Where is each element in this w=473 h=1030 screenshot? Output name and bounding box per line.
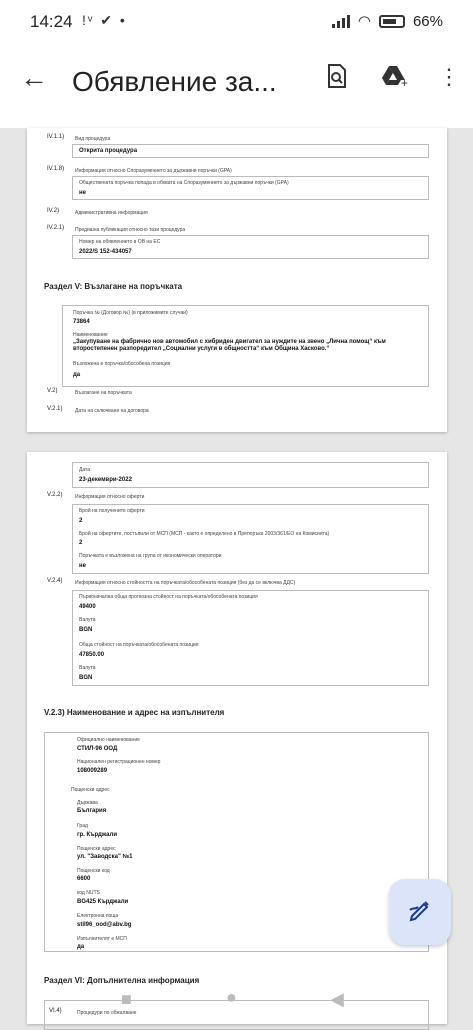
total-value: 47850.00 xyxy=(79,652,105,658)
iv21-box xyxy=(72,235,429,259)
battery-icon xyxy=(379,15,405,28)
official-value: СТИЛ-96 ООД xyxy=(77,746,118,752)
document-page-2 xyxy=(27,452,447,1024)
city-value: гр. Кърджали xyxy=(77,832,118,838)
iv18-label: Информация относно Споразумението за държавни поръчки (GPA) xyxy=(75,168,232,174)
offers-label: Брой на получените оферти xyxy=(79,508,145,514)
contractor-box xyxy=(44,732,429,952)
battery-level: 66% xyxy=(412,12,443,30)
date-value: 23-декември-2022 xyxy=(79,477,132,483)
awarded-value: да xyxy=(73,372,81,378)
iv21-sub-label: Номер на обявлението в ОВ на ЕС xyxy=(79,239,161,245)
v22-label: Информация относно оферти xyxy=(75,494,145,500)
system-nav-bar xyxy=(0,985,473,1024)
awarded-label: Възложена е поръчка/обособена позиция xyxy=(73,361,171,367)
status-bar xyxy=(0,0,473,44)
msp-value: да xyxy=(77,944,85,950)
city-label: Град xyxy=(77,823,88,829)
iv11-value: Открита процедура xyxy=(79,148,138,154)
offers-box xyxy=(72,504,429,574)
nuts-value: BG425 Кърджали xyxy=(77,899,129,905)
home-icon[interactable]: ● xyxy=(226,987,237,1007)
postal-label: Пощенски адрес xyxy=(71,787,110,793)
signal-icon xyxy=(332,14,350,28)
page-title: Обявление за... xyxy=(72,66,277,97)
zip-value: 6600 xyxy=(77,876,91,882)
contract-label: Поръчка № (Договор №) (в приложимите случаи) xyxy=(73,310,188,316)
section-6-heading: Раздел VI: Допълнителна информация xyxy=(44,976,200,985)
date-label: Дата xyxy=(79,467,91,473)
back-nav-icon[interactable]: ◀ xyxy=(330,989,344,1009)
contract-box xyxy=(62,305,429,387)
v22-code: V.2.2) xyxy=(47,492,63,498)
group-label: Поръчката е възложена на група от икономически оператори xyxy=(79,553,222,559)
cur1-label: Валута xyxy=(79,617,96,623)
pen-edit-icon xyxy=(407,896,433,929)
iv18-sub-label: Обществената поръчка попада в обхвата на Споразумението за държавни поръчки (GPA) xyxy=(79,180,289,186)
init-label: Първоначална обща прогнозна стойност на поръчката/обособената позиция xyxy=(79,594,258,600)
iv11-box xyxy=(72,144,429,158)
country-value: България xyxy=(77,808,107,814)
zip-label: Пощенски код xyxy=(77,868,110,874)
offers-value: 2 xyxy=(79,518,83,524)
cur2-label: Валута xyxy=(79,665,96,671)
sme-label: Брой на офертите, постъпили от МСП (МСП - както е определено в Препоръка 2003/361/ЕО на Комисията) xyxy=(79,531,330,537)
email-value: stil96_ood@abv.bg xyxy=(77,922,132,928)
document-page-1 xyxy=(27,128,447,432)
vi4-label: Процедури по обжалване xyxy=(77,1010,137,1016)
country-label: Държава xyxy=(77,800,98,806)
addr-label: Пощенски адрес xyxy=(77,846,116,852)
addr-value: ул. "Заводска" №1 xyxy=(77,854,133,860)
back-arrow-icon[interactable]: ← xyxy=(20,62,48,93)
v21-code: V.2.1) xyxy=(47,406,63,412)
drive-add-icon[interactable] xyxy=(381,64,409,94)
reg-label: Национален регистрационен номер xyxy=(77,759,161,765)
iv21-code: IV.2.1) xyxy=(47,225,65,231)
vi4-code: VI.4) xyxy=(49,1008,62,1014)
nuts-label: код NUTS xyxy=(77,890,100,896)
status-time: 14:24 xyxy=(30,12,73,31)
section-5-heading: Раздел V: Възлагане на поръчката xyxy=(44,282,183,291)
v21-label: Дата на сключване на договора xyxy=(75,408,149,414)
value-box xyxy=(72,590,429,686)
svg-text:+: + xyxy=(401,76,409,88)
notification-icons: !ᵛ ✔ • xyxy=(82,12,127,28)
iv2-label: Административна информация xyxy=(75,210,148,216)
group-value: не xyxy=(79,563,86,569)
cur2-value: BGN xyxy=(79,675,93,681)
iv11-label: Вид процедура xyxy=(75,136,111,142)
v24-label: Информация относно стойността на поръчката/обособената позиция (без да се включва ДДС) xyxy=(75,580,296,586)
init-value: 49400 xyxy=(79,604,96,610)
date-box xyxy=(72,462,429,488)
recents-icon[interactable]: ■ xyxy=(121,989,132,1009)
status-right xyxy=(332,12,443,30)
cur1-value: BGN xyxy=(79,627,93,633)
iv11-code: IV.1.1) xyxy=(47,134,65,140)
name-value: „Закупуване на фабрично нов автомобил с хибриден двигател за нуждите на звено „Лична помощ“ към второстепенен разпоредител „Социални услуги в общността“ към Община Хасково.“ xyxy=(73,339,386,352)
sme-value: 2 xyxy=(79,540,83,546)
reg-value: 108009289 xyxy=(77,768,108,774)
total-label: Обща стойност на поръчката/обособената позиция xyxy=(79,642,199,648)
iv21-label: Предишна публикация относно тази процедура xyxy=(75,227,186,233)
iv18-value: не xyxy=(79,190,86,196)
name-label: Наименование xyxy=(73,332,108,338)
official-label: Официално наименование xyxy=(77,737,140,743)
iv18-code: IV.1.8) xyxy=(47,166,65,172)
app-bar xyxy=(0,44,473,128)
v2-label: Възлагане на поръчката xyxy=(75,390,132,396)
edit-fab[interactable] xyxy=(389,879,451,945)
wifi-icon: ◠ xyxy=(357,13,371,30)
more-vert-icon[interactable]: ⋮ xyxy=(438,64,460,89)
iv2-code: IV.2) xyxy=(47,208,60,214)
msp-label: Изпълнителят е МСП xyxy=(77,936,127,942)
iv18-box xyxy=(72,176,429,200)
email-label: Електронна поща xyxy=(77,913,119,919)
iv21-value: 2022/S 152-434057 xyxy=(79,249,132,255)
contractor-heading: V.2.3) Наименование и адрес на изпълнителя xyxy=(44,708,225,717)
v2-code: V.2) xyxy=(47,388,58,394)
search-document-icon[interactable] xyxy=(326,64,348,94)
v24-code: V.2.4) xyxy=(47,578,63,584)
contract-value: 73864 xyxy=(73,319,90,325)
